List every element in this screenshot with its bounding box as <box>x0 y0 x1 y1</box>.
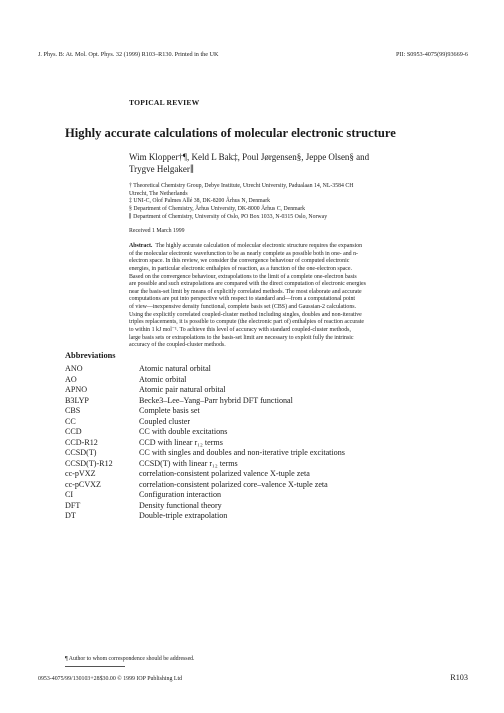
abstract-label: Abstract. <box>129 243 153 249</box>
paper-title: Highly accurate calculations of molecular electronic structure <box>65 126 396 140</box>
affiliations <box>129 183 439 222</box>
abbreviation-definition: CC with singles and doubles and non-iterative triple excitations <box>139 448 345 457</box>
abbreviation-row <box>65 469 345 480</box>
abbreviation-row <box>65 427 345 438</box>
abstract-line: electron space. In this review, we consider the convergence behaviour of computed electronic <box>129 258 350 265</box>
abbreviation-definition: Density functional theory <box>139 500 222 510</box>
corresponding-author-footnote: ¶ Author to whom correspondence should be addressed. <box>65 656 195 662</box>
abbreviation-term: CI <box>65 490 74 499</box>
abbreviation-term: B3LYP <box>65 395 89 405</box>
abbreviation-definition: Atomic pair natural orbital <box>139 385 226 394</box>
abstract-line: large basis sets or extrapolations to the basis-set limit are necessary to exploit fully the intrinsic <box>129 334 354 341</box>
abstract-line: computations are put into perspective with respect to standard and—from a computational point <box>129 296 356 303</box>
page-number: R103 <box>450 673 468 682</box>
affiliation-line: † Theoretical Chemistry Group, Debye Institute, Utrecht University, Padualaan 14, NL-3584 CH <box>129 183 354 189</box>
abbreviation-definition: Coupled cluster <box>139 416 191 426</box>
abbreviations-heading: Abbreviations <box>65 351 116 360</box>
page-footer <box>38 673 468 682</box>
abbreviation-row <box>65 480 345 491</box>
abbreviation-definition: Configuration interaction <box>139 490 222 499</box>
abstract <box>129 243 439 350</box>
abbreviation-definition: Atomic natural orbital <box>139 364 211 373</box>
abbreviation-term: CBS <box>65 406 81 415</box>
abbreviation-row <box>65 417 345 428</box>
abbreviation-definition: CCSD(T) with linear r₁₂ terms <box>139 458 238 468</box>
abbreviation-definition: correlation-consistent polarized valence X-tuple zeta <box>139 469 310 478</box>
abbreviation-definition: Double-triple extrapolation <box>139 511 228 520</box>
abbreviation-row <box>65 375 345 386</box>
abbreviation-term: APNO <box>65 385 88 394</box>
abbreviation-term: AO <box>65 374 77 384</box>
pii-code: PII: S0953-4075(99)93669-6 <box>395 51 468 58</box>
abstract-line: Abstract. The highly accurate calculation of molecular electronic structure requires the expansion <box>129 243 363 249</box>
abbreviation-definition: CC with double excitations <box>139 427 228 436</box>
section-label: TOPICAL REVIEW <box>129 98 200 107</box>
abbreviation-term: CC <box>65 416 76 426</box>
abbreviation-row <box>65 364 345 375</box>
abbreviation-term: ANO <box>65 364 83 373</box>
affiliation-line: Utrecht, The Netherlands <box>129 190 188 197</box>
footer-divider <box>65 666 125 667</box>
abbreviation-row <box>65 438 345 449</box>
abbreviation-row <box>65 511 345 522</box>
copyright-line: 0953-4075/99/130103+28$30.00 © 1999 IOP Publishing Ltd <box>38 676 183 682</box>
abbreviation-term: CCD <box>65 427 82 436</box>
abbreviation-term: cc-pVXZ <box>65 469 96 478</box>
abbreviation-definition: Atomic orbital <box>139 374 187 384</box>
abstract-line: of view—inexpensive density functional, complete basis set (CBS) and Gaussian-2 calculations. <box>129 304 357 310</box>
authors-line: Wim Klopper†¶, Keld L Bak‡, Poul Jørgensen§, Jeppe Olsen§ and <box>129 152 370 162</box>
abstract-line: Based on the convergence behaviour, extrapolations to the limit of a complete one-electron basis <box>129 273 357 280</box>
abstract-line: triples replacements, it is possible to compute (the electronic part of) enthalpies of reaction accurate <box>129 319 365 326</box>
abbreviation-definition: CCD with linear r₁₂ terms <box>139 437 223 447</box>
abbreviations-list <box>65 364 345 522</box>
abbreviation-definition: correlation-consistent polarized core–valence X-tuple zeta <box>139 479 328 489</box>
abbreviation-term: DFT <box>65 500 81 510</box>
abbreviation-term: CCSD(T) <box>65 448 97 457</box>
affiliation-line: ‡ UNI-C, Olof Palmes Allé 38, DK-8200 Århus N, Denmark <box>129 198 271 205</box>
abbreviation-term: CCSD(T)-R12 <box>65 458 113 468</box>
journal-citation: J. Phys. B: At. Mol. Opt. Phys. 32 (1999) R103–R130. Printed in the UK <box>38 51 219 58</box>
author-list <box>129 152 429 175</box>
abbreviation-definition: Becke3–Lee–Yang–Parr hybrid DFT functional <box>139 395 293 405</box>
affiliation-line: § Department of Chemistry, Århus University, DK-8000 Århus C, Denmark <box>129 206 306 213</box>
abstract-line: near the basis-set limit by means of explicitly correlated methods. The most elaborate and accurate <box>129 288 362 295</box>
abbreviation-term: cc-pCVXZ <box>65 479 101 489</box>
abstract-line: Using the explicitly correlated coupled-cluster method including singles, doubles and non-iterative <box>129 311 362 318</box>
abbreviation-definition: Complete basis set <box>139 406 200 415</box>
abstract-line: accuracy of the coupled-cluster methods. <box>129 342 226 349</box>
abstract-line: energies, in particular electronic enthalpies of reaction, as a function of the one-electron space. <box>129 265 352 272</box>
abbreviation-row <box>65 406 345 417</box>
received-date: Received 1 March 1999 <box>129 228 185 234</box>
abbreviation-row <box>65 396 345 407</box>
abbreviation-row <box>65 385 345 396</box>
abstract-line: are possible and such extrapolations are compared with the direct computation of electronic energies <box>129 281 366 288</box>
affiliation-line: ∥ Department of Chemistry, University of Oslo, PO Box 1033, N-0315 Oslo, Norway <box>129 213 328 220</box>
abbreviation-row <box>65 501 345 512</box>
abbreviation-row <box>65 459 345 470</box>
abbreviation-row <box>65 448 345 459</box>
authors-line: Trygve Helgaker∥ <box>129 163 195 174</box>
abbreviation-row <box>65 490 345 501</box>
running-head <box>38 51 468 58</box>
abstract-line: of the molecular electronic wavefunction to be as nearly complete as possible both in one- and n- <box>129 250 359 257</box>
abstract-line: to within 1 kJ mol⁻¹. To achieve this level of accuracy with standard coupled-cluster methods, <box>129 326 351 333</box>
abbreviation-term: CCD-R12 <box>65 437 98 447</box>
abbreviation-term: DT <box>65 511 76 520</box>
